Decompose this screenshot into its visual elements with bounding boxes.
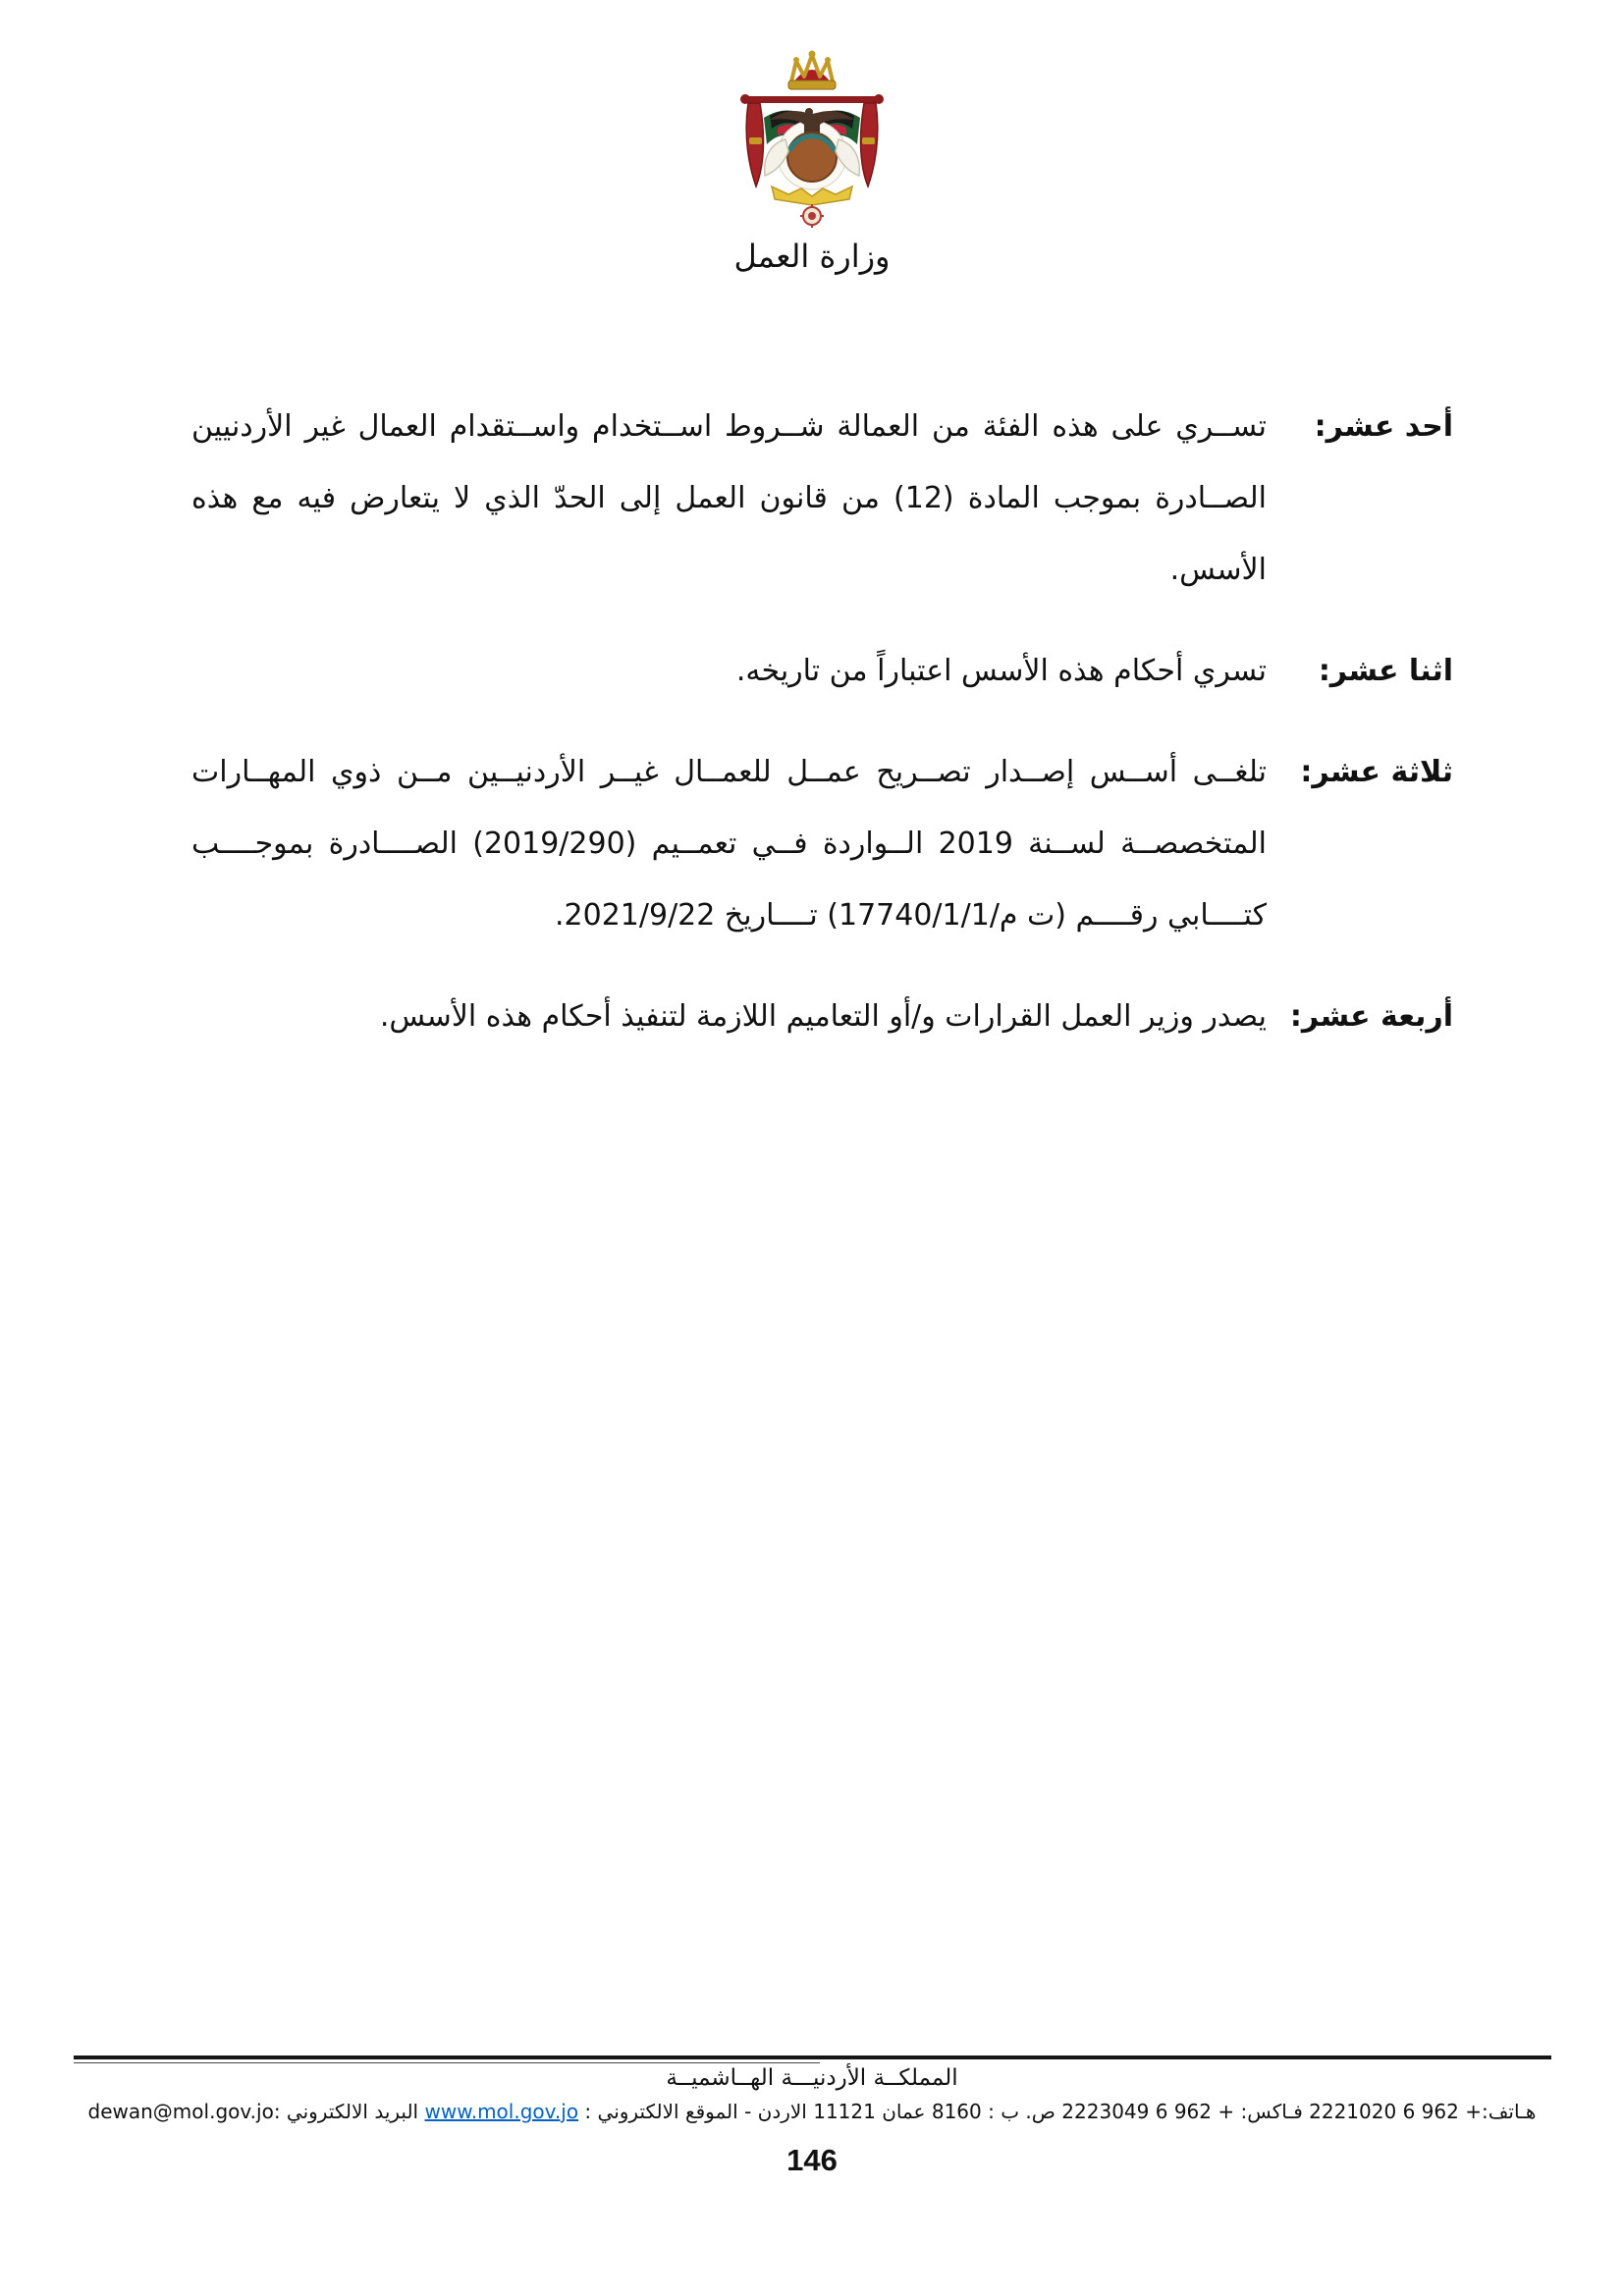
clause-text: تسري أحكام هذه الأسس اعتباراً من تاريخه. — [735, 654, 1267, 688]
clause-twelve — [191, 635, 1453, 707]
kingdom-title: المملكــة الأردنيـــة الهــاشميــة — [666, 2065, 958, 2091]
clause-label: اثنا عشر: — [1318, 654, 1453, 688]
ministry-title: وزارة العمل — [733, 238, 891, 275]
clause-text: تســري على هذه الفئة من العمالة شــروط اســتخدام واســتقدام العمال غير الأردنيين الصــادرة بموجب المادة (12) من قانون العمل إلى الحدّ الذي لا يتعارض فيه مع هذه الأسس. — [191, 409, 1267, 587]
website-link[interactable]: www.mol.gov.jo — [424, 2100, 579, 2123]
page-number: 146 — [786, 2143, 838, 2177]
clause-thirteen — [191, 736, 1453, 951]
clause-label: ثلاثة عشر: — [1300, 755, 1453, 789]
footer-divider-echo — [74, 2062, 820, 2063]
contact-line — [0, 2100, 1624, 2123]
jordan-coat-of-arms-logo — [727, 47, 898, 234]
document-body — [191, 391, 1453, 1082]
clause-eleven — [191, 391, 1453, 606]
clause-label: أحد عشر: — [1314, 409, 1453, 444]
contact-phone-fax-address: هـاتف:+ 962 6 2221020 فـاكس: + 962 6 2223049 ص. ب : 8160 عمان 11121 الاردن - الموقع الالكتروني : — [578, 2100, 1537, 2123]
clause-fourteen — [191, 981, 1453, 1052]
page-header — [0, 47, 1624, 275]
jordan-coat-of-arms-icon — [727, 47, 898, 230]
footer-divider — [74, 2056, 1551, 2059]
clause-label: أربعة عشر: — [1289, 999, 1453, 1034]
clause-text: يصدر وزير العمل القرارات و/أو التعاميم اللازمة لتنفيذ أحكام هذه الأسس. — [379, 999, 1267, 1034]
clause-text: تلغــى أســس إصــدار تصــريح عمــل للعمــال غيــر الأردنيــين مــن ذوي المهــارات المتخصصــة لســنة 2019 الــواردة فــي تعمــيم (2019/290) الصــــادرة بموجــــب كتــــابي رقــــم (ت م/17740/1/1) تــــاريخ 2021/9/22. — [191, 755, 1267, 933]
email-label: البريد الالكتروني : — [273, 2100, 425, 2123]
email-address: dewan@mol.gov.jo — [87, 2100, 274, 2123]
